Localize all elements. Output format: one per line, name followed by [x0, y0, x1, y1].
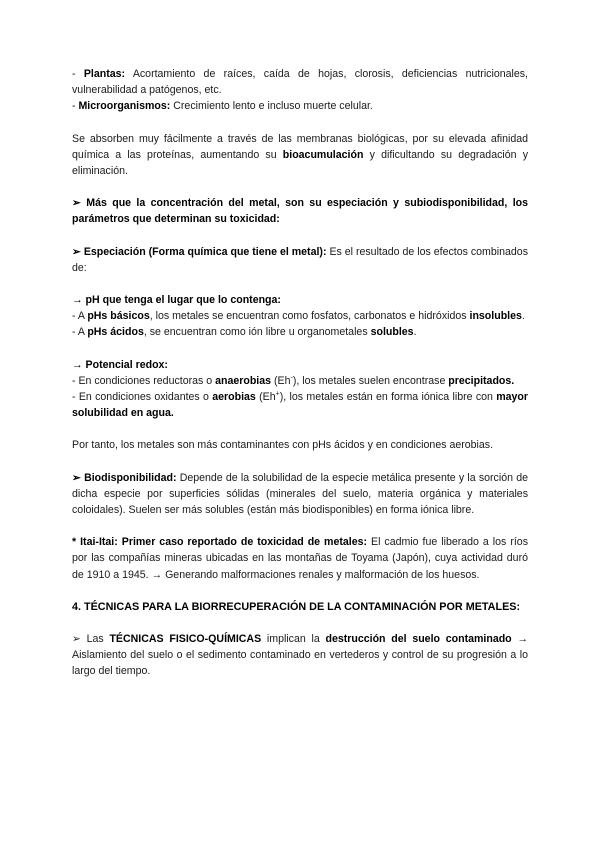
techniques-text: → Aislamiento del suelo o el sedimento contaminado en vertederos y control de su progresión a lo largo del tiempo.: [72, 633, 528, 678]
document-page: [72, 66, 528, 680]
section-4-title: 4. TÉCNICAS PARA LA BIORRECUPERACIÓN DE LA CONTAMINACIÓN POR METALES:: [72, 600, 521, 613]
redox-reducing-line: [72, 373, 528, 389]
aerobic-term: aerobias: [212, 391, 256, 404]
ph-heading-text: → pH que tenga el lugar que lo contenga:: [72, 294, 281, 307]
speciation-label: ➢ Especiación (Forma química que tiene el metal):: [72, 245, 327, 258]
microbes-item: [72, 98, 528, 114]
physchem-techniques-term: TÉCNICAS FISICO-QUÍMICAS: [109, 633, 262, 646]
text: , se encuentran como ión libre u organometales: [143, 326, 371, 339]
text: .: [413, 326, 417, 339]
text: ), los metales suelen encontrase: [292, 374, 449, 387]
text: ➢ Las: [72, 633, 110, 646]
speciation-text: Es el resultado de los efectos combinados de:: [72, 245, 528, 274]
soluble-term: solubles: [370, 326, 414, 339]
text: ), los metales están en forma iónica libre con: [279, 391, 497, 404]
anaerobic-term: anaerobias: [215, 374, 272, 387]
ph-heading: [72, 292, 528, 308]
superscript: +: [275, 390, 280, 398]
text: - En condiciones reductoras o: [72, 374, 216, 387]
itai-text: El cadmio fue liberado a los ríos por las compañías mineras ubicadas en las montañas de Toyama (Japón), cuya actividad duró de 1910 a 1945. → Generando malformaciones renales y malformación de los huesos.: [72, 536, 528, 581]
bioavailability-text: Depende de la solubilidad de la especie metálica presente y la sorción de dicha especie por superficies sólidas (minerales del suelo, materia orgánica y materiales coloidales). Suelen ser más solubles (están más biodisponibles) en forma iónica libre.: [72, 471, 528, 517]
precipitated-term: precipitados.: [448, 374, 515, 387]
superscript: -: [290, 374, 293, 382]
ph-basic-line: [72, 308, 528, 324]
text: .: [521, 310, 525, 323]
acid-ph-term: pHs ácidos: [87, 326, 144, 339]
itai-label: * Itai-Itai: Primer caso reportado de toxicidad de metales:: [72, 536, 368, 549]
key-point-text: ➢ Más que la concentración del metal, son su especiación y subiodisponibilidad, los parámetros que determinan su toxicidad:: [72, 197, 528, 226]
text: - A: [72, 310, 88, 323]
plants-item: [72, 66, 528, 98]
redox-oxidizing-line: [72, 389, 528, 421]
plants-label: Plantas:: [83, 68, 126, 80]
text: - En condiciones oxidantes o: [72, 391, 213, 404]
insoluble-term: insolubles: [469, 310, 522, 323]
solubility-term: mayor solubilidad en agua.: [72, 391, 529, 420]
techniques-paragraph: [72, 631, 528, 680]
speciation-paragraph: [72, 244, 528, 276]
redox-heading: [72, 357, 528, 373]
list-dash: -: [72, 68, 84, 80]
absorption-text-end: y dificultando su degradación y eliminación.: [72, 148, 528, 178]
absorption-paragraph: [72, 131, 528, 180]
text: implican la: [261, 633, 326, 646]
text: (Eh: [271, 374, 291, 387]
list-dash: -: [72, 100, 79, 113]
basic-ph-term: pHs básicos: [87, 310, 150, 323]
microbes-label: Microorganismos:: [78, 100, 171, 113]
absorption-text: Se absorben muy fácilmente a través de las membranas biológicas, por su elevada afinidad química a las proteínas, aumentando su: [72, 132, 528, 161]
text: , los metales se encuentran como fosfatos, carbonatos e hidróxidos: [149, 310, 470, 323]
key-point: [72, 195, 528, 227]
microbes-text: Crecimiento lento e incluso muerte celular.: [170, 100, 373, 113]
conclusion-paragraph: Por tanto, los metales son más contaminantes con pHs ácidos y en condiciones aerobias.: [72, 439, 494, 452]
ph-acid-line: [72, 324, 528, 340]
bioaccumulation-term: bioacumulación: [282, 148, 364, 161]
bioavailability-label: ➢ Biodisponibilidad:: [72, 471, 177, 484]
text: - A: [72, 326, 88, 339]
soil-destruction-term: destrucción del suelo contaminado: [325, 633, 512, 646]
itai-paragraph: [72, 534, 528, 583]
text: (Eh: [255, 391, 276, 404]
plants-text: Acortamiento de raíces, caída de hojas, clorosis, deficiencias nutricionales, vulnerabilidad a patógenos, etc.: [72, 68, 528, 97]
bioavailability-paragraph: [72, 470, 528, 519]
redox-heading-text: → Potencial redox:: [72, 358, 168, 371]
